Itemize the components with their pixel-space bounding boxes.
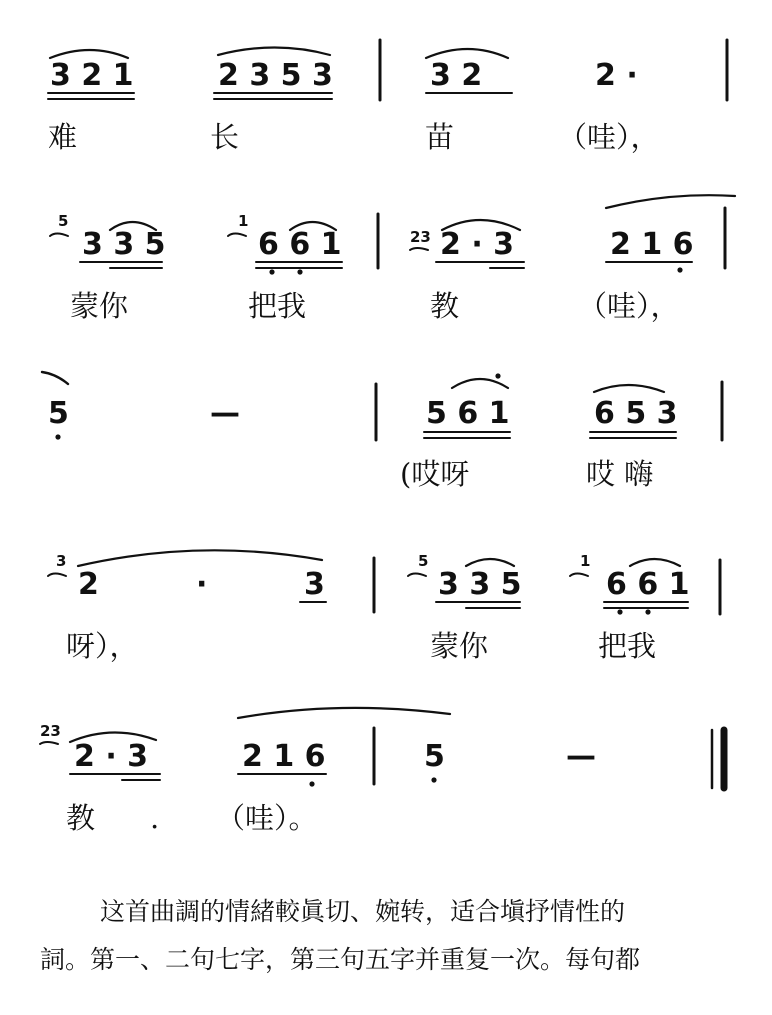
slur	[218, 48, 330, 56]
score-row-2	[50, 195, 735, 323]
note-group: 6 5 3	[594, 396, 678, 431]
score-row-1	[48, 40, 727, 154]
slur	[606, 195, 735, 208]
lyric: 教	[66, 801, 96, 835]
note-group: 6 6 1	[258, 227, 342, 262]
lyric: 蒙你	[430, 629, 489, 663]
score-row-5	[40, 708, 724, 835]
note-group: 2 1 6	[610, 227, 694, 262]
lyric: 把我	[248, 289, 307, 323]
lyric: .	[150, 801, 160, 835]
octave-dot	[269, 269, 274, 274]
dot: ·	[196, 567, 208, 602]
note-group: 2	[78, 567, 99, 602]
dash: —	[566, 739, 596, 774]
lyric: 苗	[425, 120, 455, 154]
score-row-3	[42, 372, 722, 491]
note-group: 2 · 3	[74, 739, 149, 774]
note-group: 3 2 1	[50, 58, 134, 93]
grace-hook	[48, 574, 66, 577]
lyric: （哇）。	[216, 801, 318, 835]
octave-dot	[309, 781, 314, 786]
lyric: 哎 嗨	[586, 457, 654, 491]
note-group: 3	[304, 567, 325, 602]
octave-dot	[297, 269, 302, 274]
grace-hook	[40, 742, 58, 744]
slur	[238, 708, 450, 718]
grace-note: 1	[238, 212, 249, 230]
note-group: 2 ·	[595, 58, 638, 93]
grace-note: 5	[418, 552, 429, 570]
slur	[50, 50, 128, 58]
lyric: 把我	[598, 629, 657, 663]
grace-hook	[410, 248, 428, 250]
grace-note: 3	[56, 552, 67, 570]
slur	[466, 559, 514, 566]
slur	[452, 379, 508, 388]
grace-note: 1	[580, 552, 591, 570]
grace-note: 5	[58, 212, 69, 230]
octave-dot	[495, 373, 500, 378]
lyric: （哇），	[558, 120, 660, 154]
lyric: 难	[48, 120, 78, 154]
note-group: 5 6 1	[426, 396, 510, 431]
note-group: 2 3 5 3	[218, 58, 333, 93]
lyric: (哎呀	[400, 457, 470, 491]
note-group: 2 1 6	[242, 739, 326, 774]
octave-dot	[55, 434, 60, 439]
octave-dot	[617, 609, 622, 614]
grace-hook	[570, 574, 588, 577]
note-group: 3 3 5	[438, 567, 522, 602]
lyric: 呀），	[66, 629, 139, 663]
lyric: 教	[430, 289, 460, 323]
grace-hook	[50, 234, 68, 237]
grace-note: 23	[40, 722, 61, 740]
octave-dot	[677, 267, 682, 272]
note-group: 3 2	[430, 58, 483, 93]
slur	[426, 49, 508, 58]
lyric: （哇），	[578, 289, 680, 323]
note-group: 6 6 1	[606, 567, 690, 602]
grace-hook	[228, 234, 246, 237]
score-row-4	[48, 550, 720, 663]
lyric: 蒙你	[70, 289, 129, 323]
paragraph-line-1: 这首曲調的情緒較眞切、婉转，适合塡抒情性的	[100, 897, 626, 926]
slur	[42, 372, 68, 384]
slur	[630, 559, 680, 566]
note-group: 3 3 5	[82, 227, 166, 262]
grace-note: 23	[410, 228, 431, 246]
note-group: 2 · 3	[440, 227, 515, 262]
octave-dot	[431, 777, 436, 782]
paragraph-line-2: 詞。第一、二句七字，第三句五字并重复一次。每句都	[40, 945, 641, 974]
note-group: 5	[424, 739, 445, 774]
slur	[78, 550, 322, 566]
slur	[594, 385, 664, 392]
lyric: 长	[210, 120, 240, 154]
grace-hook	[408, 574, 426, 577]
note-group: 5	[48, 396, 69, 431]
octave-dot	[645, 609, 650, 614]
dash: —	[210, 396, 240, 431]
